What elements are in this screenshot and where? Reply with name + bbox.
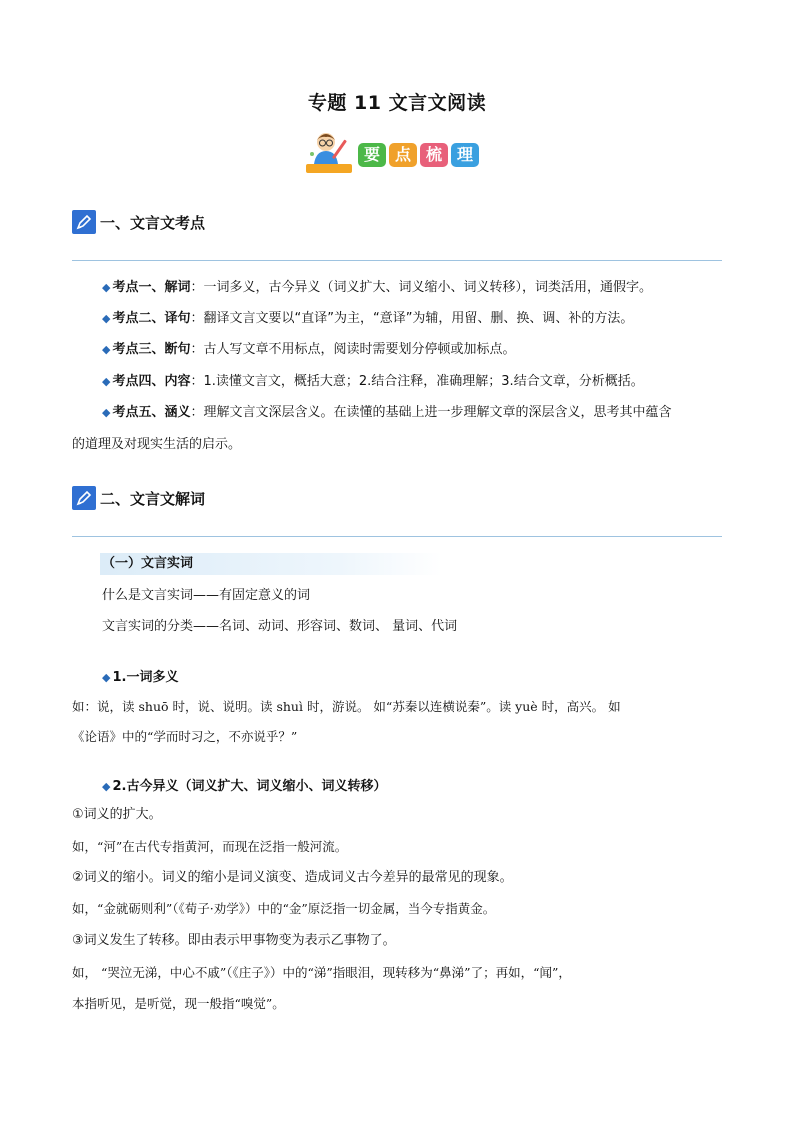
diamond-bullet-icon: ◆ — [102, 343, 111, 356]
definition-line-2: 文言实词的分类——名词、动词、形容词、数词、 量词、代词 — [102, 619, 458, 634]
diamond-bullet-icon: ◆ — [102, 780, 111, 793]
diamond-bullet-icon: ◆ — [102, 281, 111, 294]
section-heading-2 — [72, 484, 205, 512]
pen-icon — [72, 210, 96, 234]
diamond-bullet-icon: ◆ — [102, 671, 111, 684]
item-heading-1: ◆ 1.一词多义 — [102, 670, 179, 685]
definition-line-1: 什么是文言实词——有固定意义的词 — [102, 588, 311, 603]
key-points-banner — [302, 130, 492, 176]
diamond-bullet-icon: ◆ — [102, 312, 111, 325]
exam-point-5: ◆ 考点五、涵义：理解文言文深层含义。在读懂的基础上进一步理解文章的深层含义，思考其中蕴含 — [102, 405, 672, 420]
item1-line-1: 如：说，读 shuō 时，说、说明。读 shuì 时，游说。 如“苏秦以连横说秦”。读 yuè 时，高兴。 如 — [72, 699, 621, 714]
section-title-1: 一、文言文考点 — [100, 213, 206, 232]
section-divider-2 — [72, 536, 722, 537]
exam-point-1: ◆ 考点一、解词：一词多义，古今异义（词义扩大、词义缩小、词义转移），词类活用，通假字。 — [102, 280, 652, 295]
banner-char-1: 要 — [358, 143, 386, 167]
item2-line-7: 本指听见，是听觉，现一般指“嗅觉”。 — [72, 996, 285, 1011]
item-heading-2: ◆ 2.古今异义（词义扩大、词义缩小、词义转移） — [102, 779, 387, 794]
banner-char-3: 梳 — [420, 143, 448, 167]
exam-point-2: ◆ 考点二、译句：翻译文言文要以“直译”为主，“意译”为辅，用留、删、换、调、补的方法。 — [102, 311, 634, 326]
student-writing-icon — [302, 130, 356, 176]
banner-char-4: 理 — [451, 143, 479, 167]
exam-point-3: ◆ 考点三、断句：古人写文章不用标点，阅读时需要划分停顿或加标点。 — [102, 342, 516, 357]
diamond-bullet-icon: ◆ — [102, 406, 111, 419]
item2-line-1: ①词义的扩大。 — [72, 807, 162, 822]
exam-point-5-continuation: 的道理及对现实生活的启示。 — [72, 437, 242, 452]
item2-line-5: ③词义发生了转移。即由表示甲事物变为表示乙事物了。 — [72, 933, 396, 948]
subsection-tag: （一）文言实词 — [100, 553, 442, 575]
section-heading-1 — [72, 208, 205, 236]
diamond-bullet-icon: ◆ — [102, 375, 111, 388]
pen-icon — [72, 486, 96, 510]
section-title-2: 二、文言文解词 — [100, 489, 206, 508]
section-divider-1 — [72, 260, 722, 261]
exam-point-4: ◆ 考点四、内容：1.读懂文言文，概括大意；2.结合注释，准确理解；3.结合文章，分析概括。 — [102, 374, 644, 389]
item1-line-2: 《论语》中的“学而时习之，不亦说乎？” — [72, 729, 298, 744]
page-title: 专题 11 文言文阅读 — [307, 92, 487, 114]
banner-char-2: 点 — [389, 143, 417, 167]
item2-line-2: 如，“河”在古代专指黄河，而现在泛指一般河流。 — [72, 839, 348, 854]
item2-line-6: 如， “哭泣无涕，中心不戚”（《庄子》）中的“涕”指眼泪，现转移为“鼻涕”了；再如，“闻”， — [72, 965, 571, 980]
item2-line-4: 如，“金就砺则利”（《荀子·劝学》）中的“金”原泛指一切金属，当今专指黄金。 — [72, 901, 496, 916]
item2-line-3: ②词义的缩小。词义的缩小是词义演变、造成词义古今差异的最常见的现象。 — [72, 870, 513, 885]
